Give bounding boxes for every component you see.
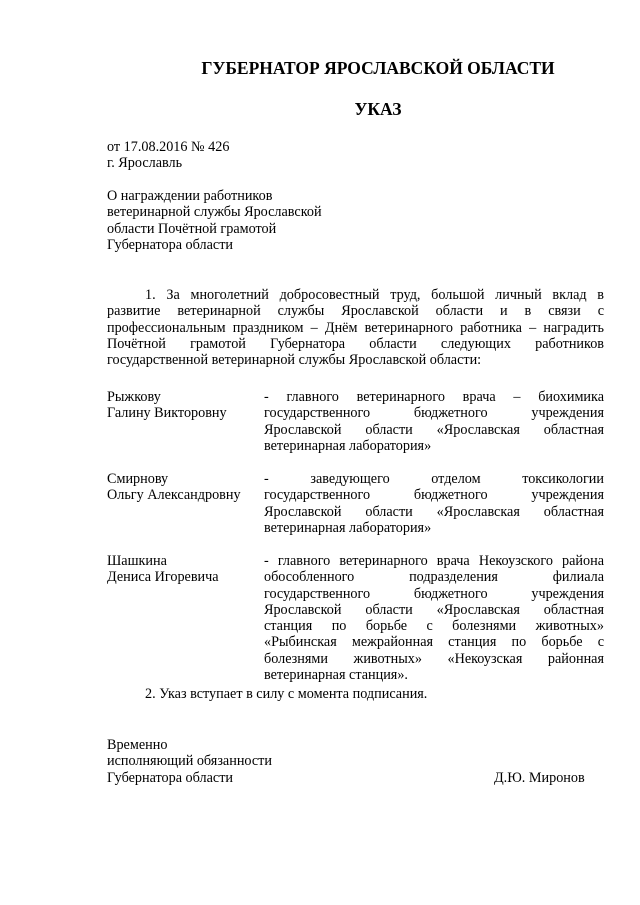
position-line: станция по борьбе с болезнями животных» (264, 618, 604, 635)
position-line: - главного ветеринарного врача – биохимика (264, 389, 604, 405)
position-line: Ярославской области «Ярославская областная (264, 421, 604, 438)
awardee-given-name: Галину Викторовну (107, 405, 227, 422)
awardee-name (107, 471, 241, 504)
position-line: государственного бюджетного учреждения (264, 487, 604, 504)
position-line: государственного бюджетного учреждения (264, 405, 604, 422)
signature-title-line: Временно (107, 737, 168, 753)
awardee-surname: Рыжкову (107, 389, 161, 405)
position-line: ветеринарная станция». (264, 667, 408, 684)
position-line: государственного бюджетного учреждения (264, 585, 604, 602)
place: г. Ярославль (107, 155, 183, 171)
position-line: Ярославской области «Ярославская областная (264, 503, 604, 520)
awardee-surname: Смирнову (107, 471, 169, 487)
paragraph-1 (107, 287, 604, 368)
signature-title-line: исполняющий обязанности (107, 753, 272, 770)
paragraph-line: профессиональным праздником – Днём ветеринарного работника – наградить (107, 319, 604, 336)
paragraph-line: 1. За многолетний добросовестный труд, большой личный вклад в (145, 287, 604, 303)
awardee-position (264, 553, 604, 683)
position-line: «Рыбинская межрайонная станция по борьбе с (264, 634, 604, 651)
signature-block (107, 737, 272, 786)
awardee-position (264, 389, 604, 454)
awardee-given-name: Ольгу Александровну (107, 487, 241, 504)
awardee-surname: Шашкина (107, 553, 167, 569)
document-type: УКАЗ (354, 99, 402, 119)
signature-title-line: Губернатора области (107, 769, 233, 786)
subject-line: О награждении работников (107, 188, 273, 204)
subject-line: ветеринарной службы Ярославской (107, 204, 322, 221)
position-line: Ярославской области «Ярославская областная (264, 601, 604, 618)
position-line: ветеринарная лаборатория» (264, 437, 432, 454)
position-line: болезнями животных» «Некоузская районная (264, 650, 604, 667)
position-line: обособленного подразделения филиала (264, 569, 604, 586)
subject-line: Губернатора области (107, 236, 233, 253)
date-number: от 17.08.2016 № 426 (107, 139, 230, 155)
awardee-name (107, 389, 227, 422)
paragraph-2: 2. Указ вступает в силу с момента подписания. (145, 686, 428, 702)
awardee-name (107, 553, 219, 586)
position-line: ветеринарная лаборатория» (264, 519, 432, 536)
awardee-position (264, 471, 604, 536)
paragraph-line: государственной ветеринарной службы Ярославской области: (107, 352, 482, 369)
signatory-name: Д.Ю. Миронов (494, 770, 585, 786)
document-header-title: ГУБЕРНАТОР ЯРОСЛАВСКОЙ ОБЛАСТИ (201, 58, 555, 78)
paragraph-line: Почётной грамотой Губернатора области следующих работников (107, 335, 604, 352)
subject-block (107, 188, 322, 253)
paragraph-line: развитие ветеринарной службы Ярославской области и в связи с (107, 303, 604, 320)
awardee-given-name: Дениса Игоревича (107, 569, 219, 586)
position-line: - главного ветеринарного врача Некоузского района (264, 553, 604, 569)
position-line: - заведующего отделом токсикологии (264, 471, 604, 487)
subject-line: области Почётной грамотой (107, 220, 277, 237)
